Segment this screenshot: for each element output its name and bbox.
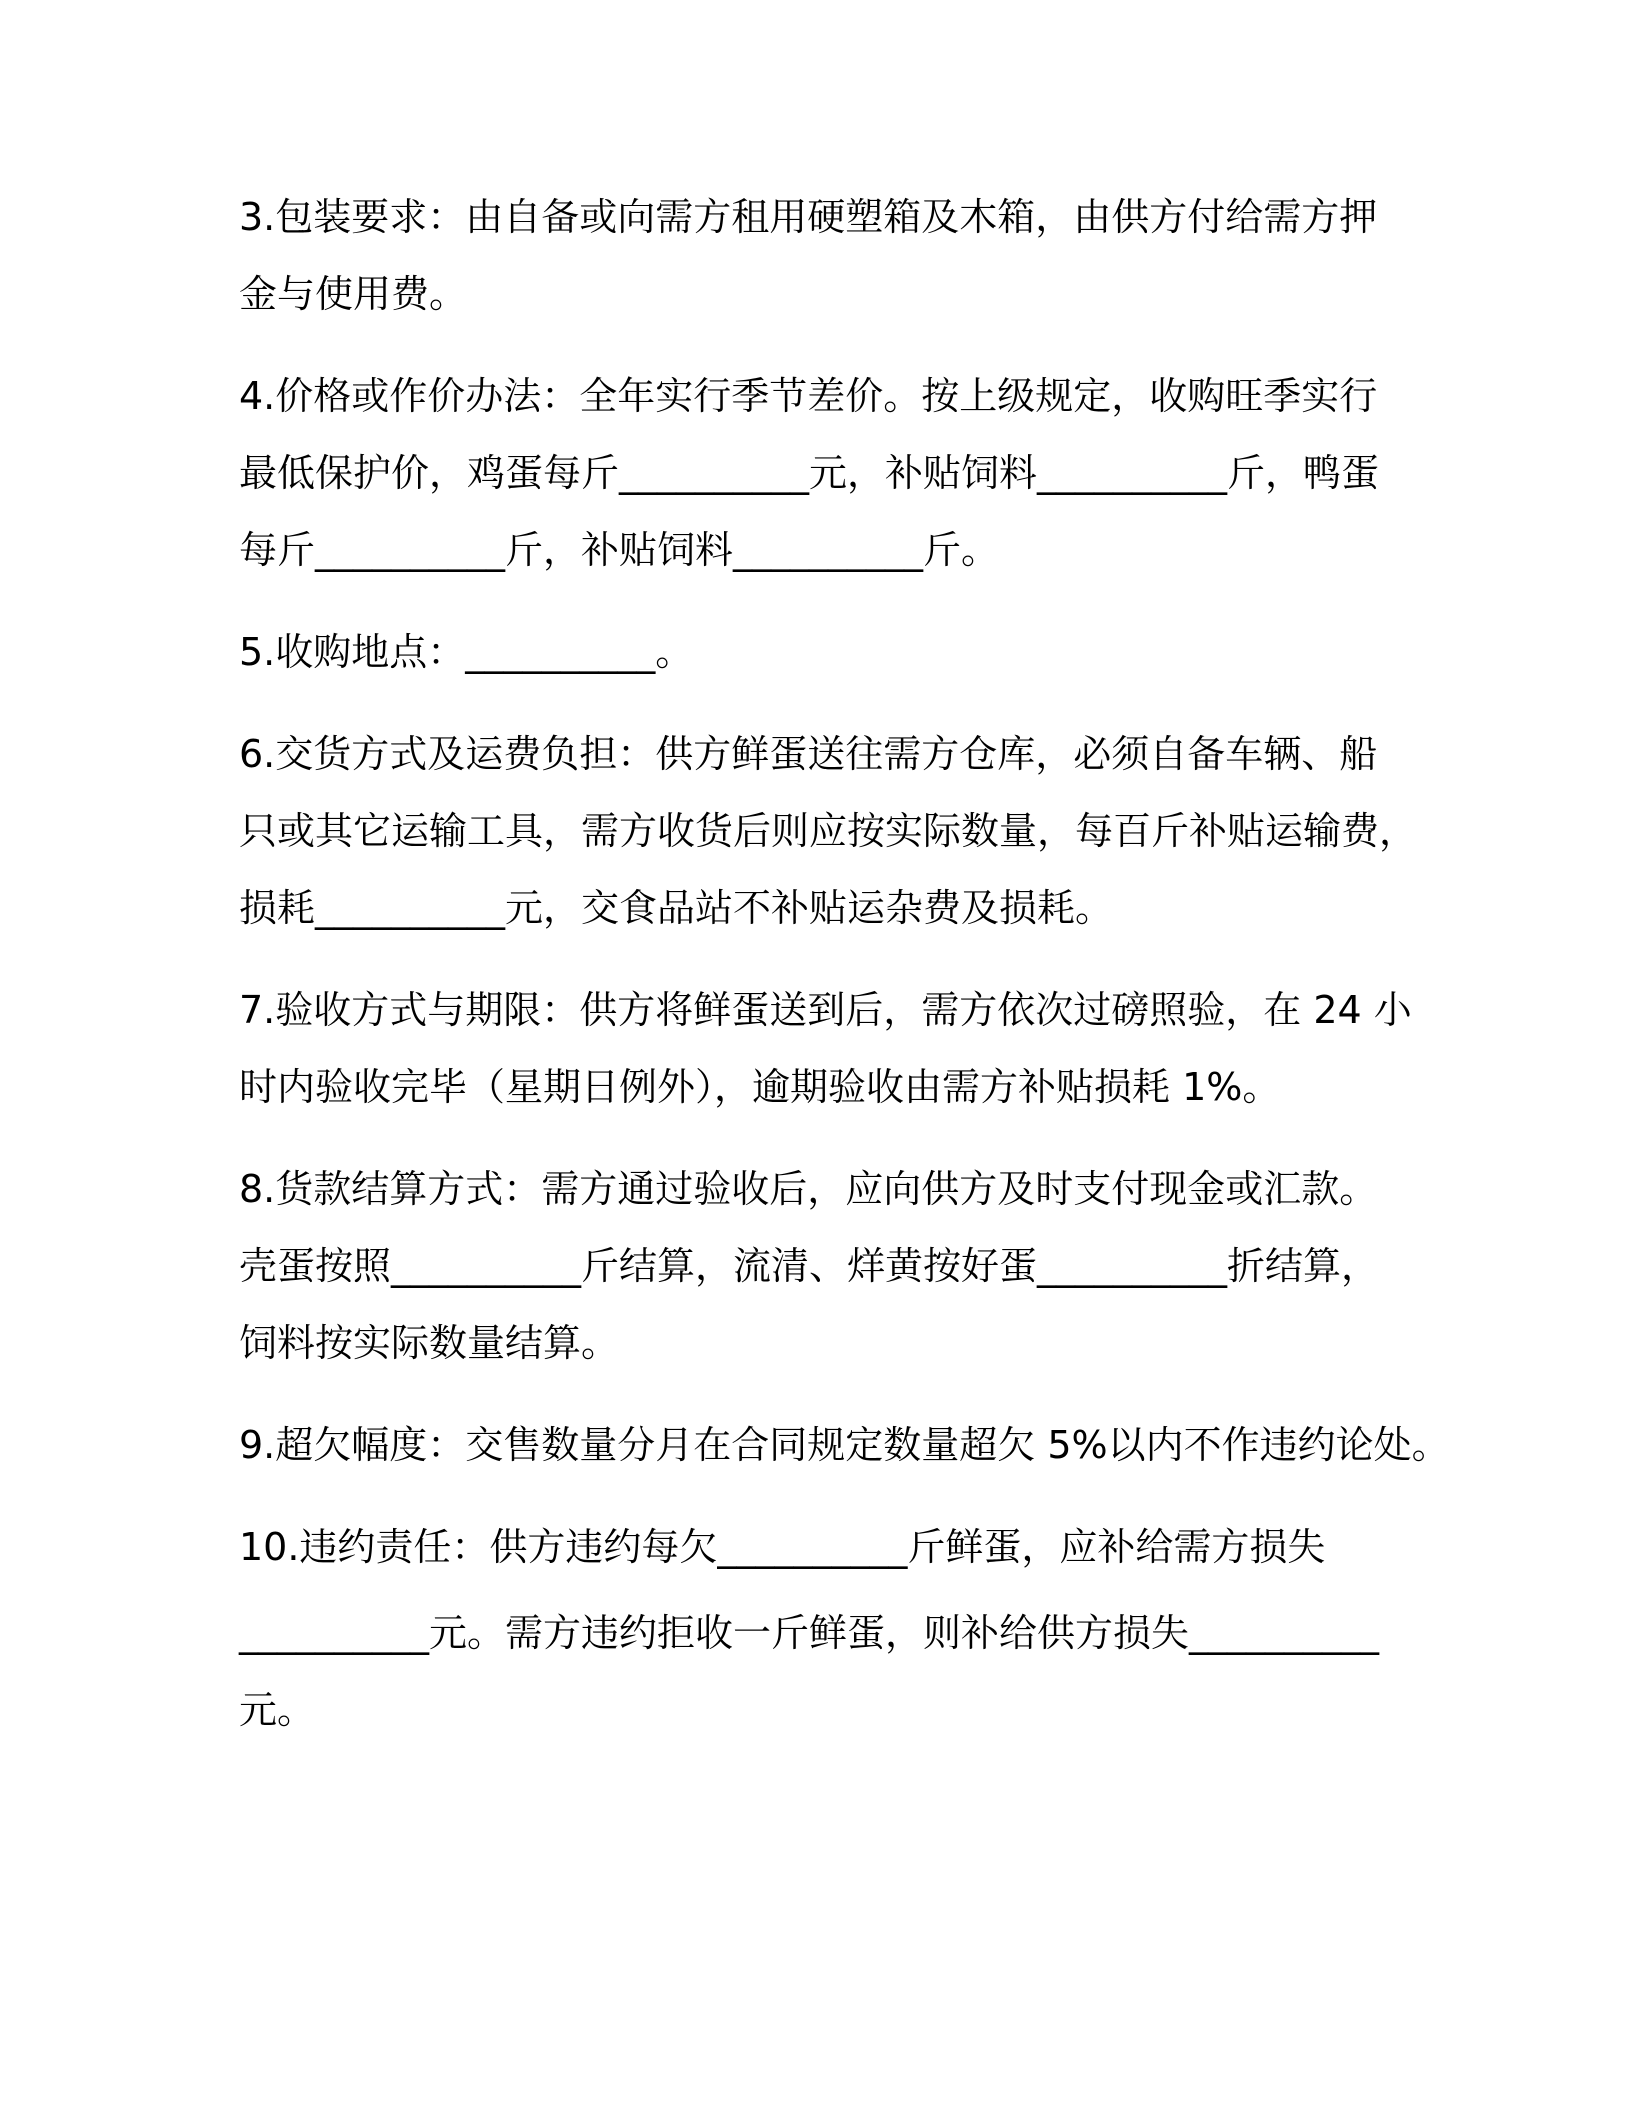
clause-6-line-1: 6.交货方式及运费负担：供方鲜蛋送往需方仓库，必须自备车辆、船 bbox=[239, 732, 1378, 776]
clause-6-line-3: 损耗__________元，交食品站不补贴运杂费及损耗。 bbox=[239, 886, 1114, 930]
clause-7-line-1: 7.验收方式与期限：供方将鲜蛋送到后，需方依次过磅照验，在 24 小 bbox=[239, 988, 1412, 1032]
clause-4-line-1: 4.价格或作价办法：全年实行季节差价。按上级规定，收购旺季实行 bbox=[239, 374, 1378, 418]
clause-8-line-2: 壳蛋按照__________斤结算，流清、烊黄按好蛋__________折结算， bbox=[239, 1244, 1380, 1288]
clause-8-line-1: 8.货款结算方式：需方通过验收后，应向供方及时支付现金或汇款。 bbox=[239, 1167, 1378, 1211]
clause-5-line-1: 5.收购地点：__________。 bbox=[239, 630, 694, 674]
clause-7-line-2: 时内验收完毕（星期日例外），逾期验收由需方补贴损耗 1%。 bbox=[239, 1065, 1281, 1109]
clause-9-line-1: 9.超欠幅度：交售数量分月在合同规定数量超欠 5%以内不作违约论处。 bbox=[239, 1423, 1450, 1467]
clause-3-line-2: 金与使用费。 bbox=[239, 272, 468, 316]
clause-8-line-3: 饲料按实际数量结算。 bbox=[239, 1321, 620, 1365]
clause-10-line-2: __________元。需方违约拒收一斤鲜蛋，则补给供方损失__________ bbox=[239, 1611, 1380, 1655]
clause-4-line-3: 每斤__________斤，补贴饲料__________斤。 bbox=[239, 528, 1000, 572]
clause-10-line-3: 元。 bbox=[239, 1688, 316, 1732]
clause-3-line-1: 3.包装要求：由自备或向需方租用硬塑箱及木箱，由供方付给需方押 bbox=[239, 195, 1378, 239]
clause-10-line-1: 10.违约责任：供方违约每欠__________斤鲜蛋，应补给需方损失 bbox=[239, 1525, 1326, 1569]
clause-4-line-2: 最低保护价，鸡蛋每斤__________元，补贴饲料__________斤，鸭蛋 bbox=[239, 451, 1380, 495]
clause-6-line-2: 只或其它运输工具，需方收货后则应按实际数量，每百斤补贴运输费， bbox=[239, 809, 1418, 853]
